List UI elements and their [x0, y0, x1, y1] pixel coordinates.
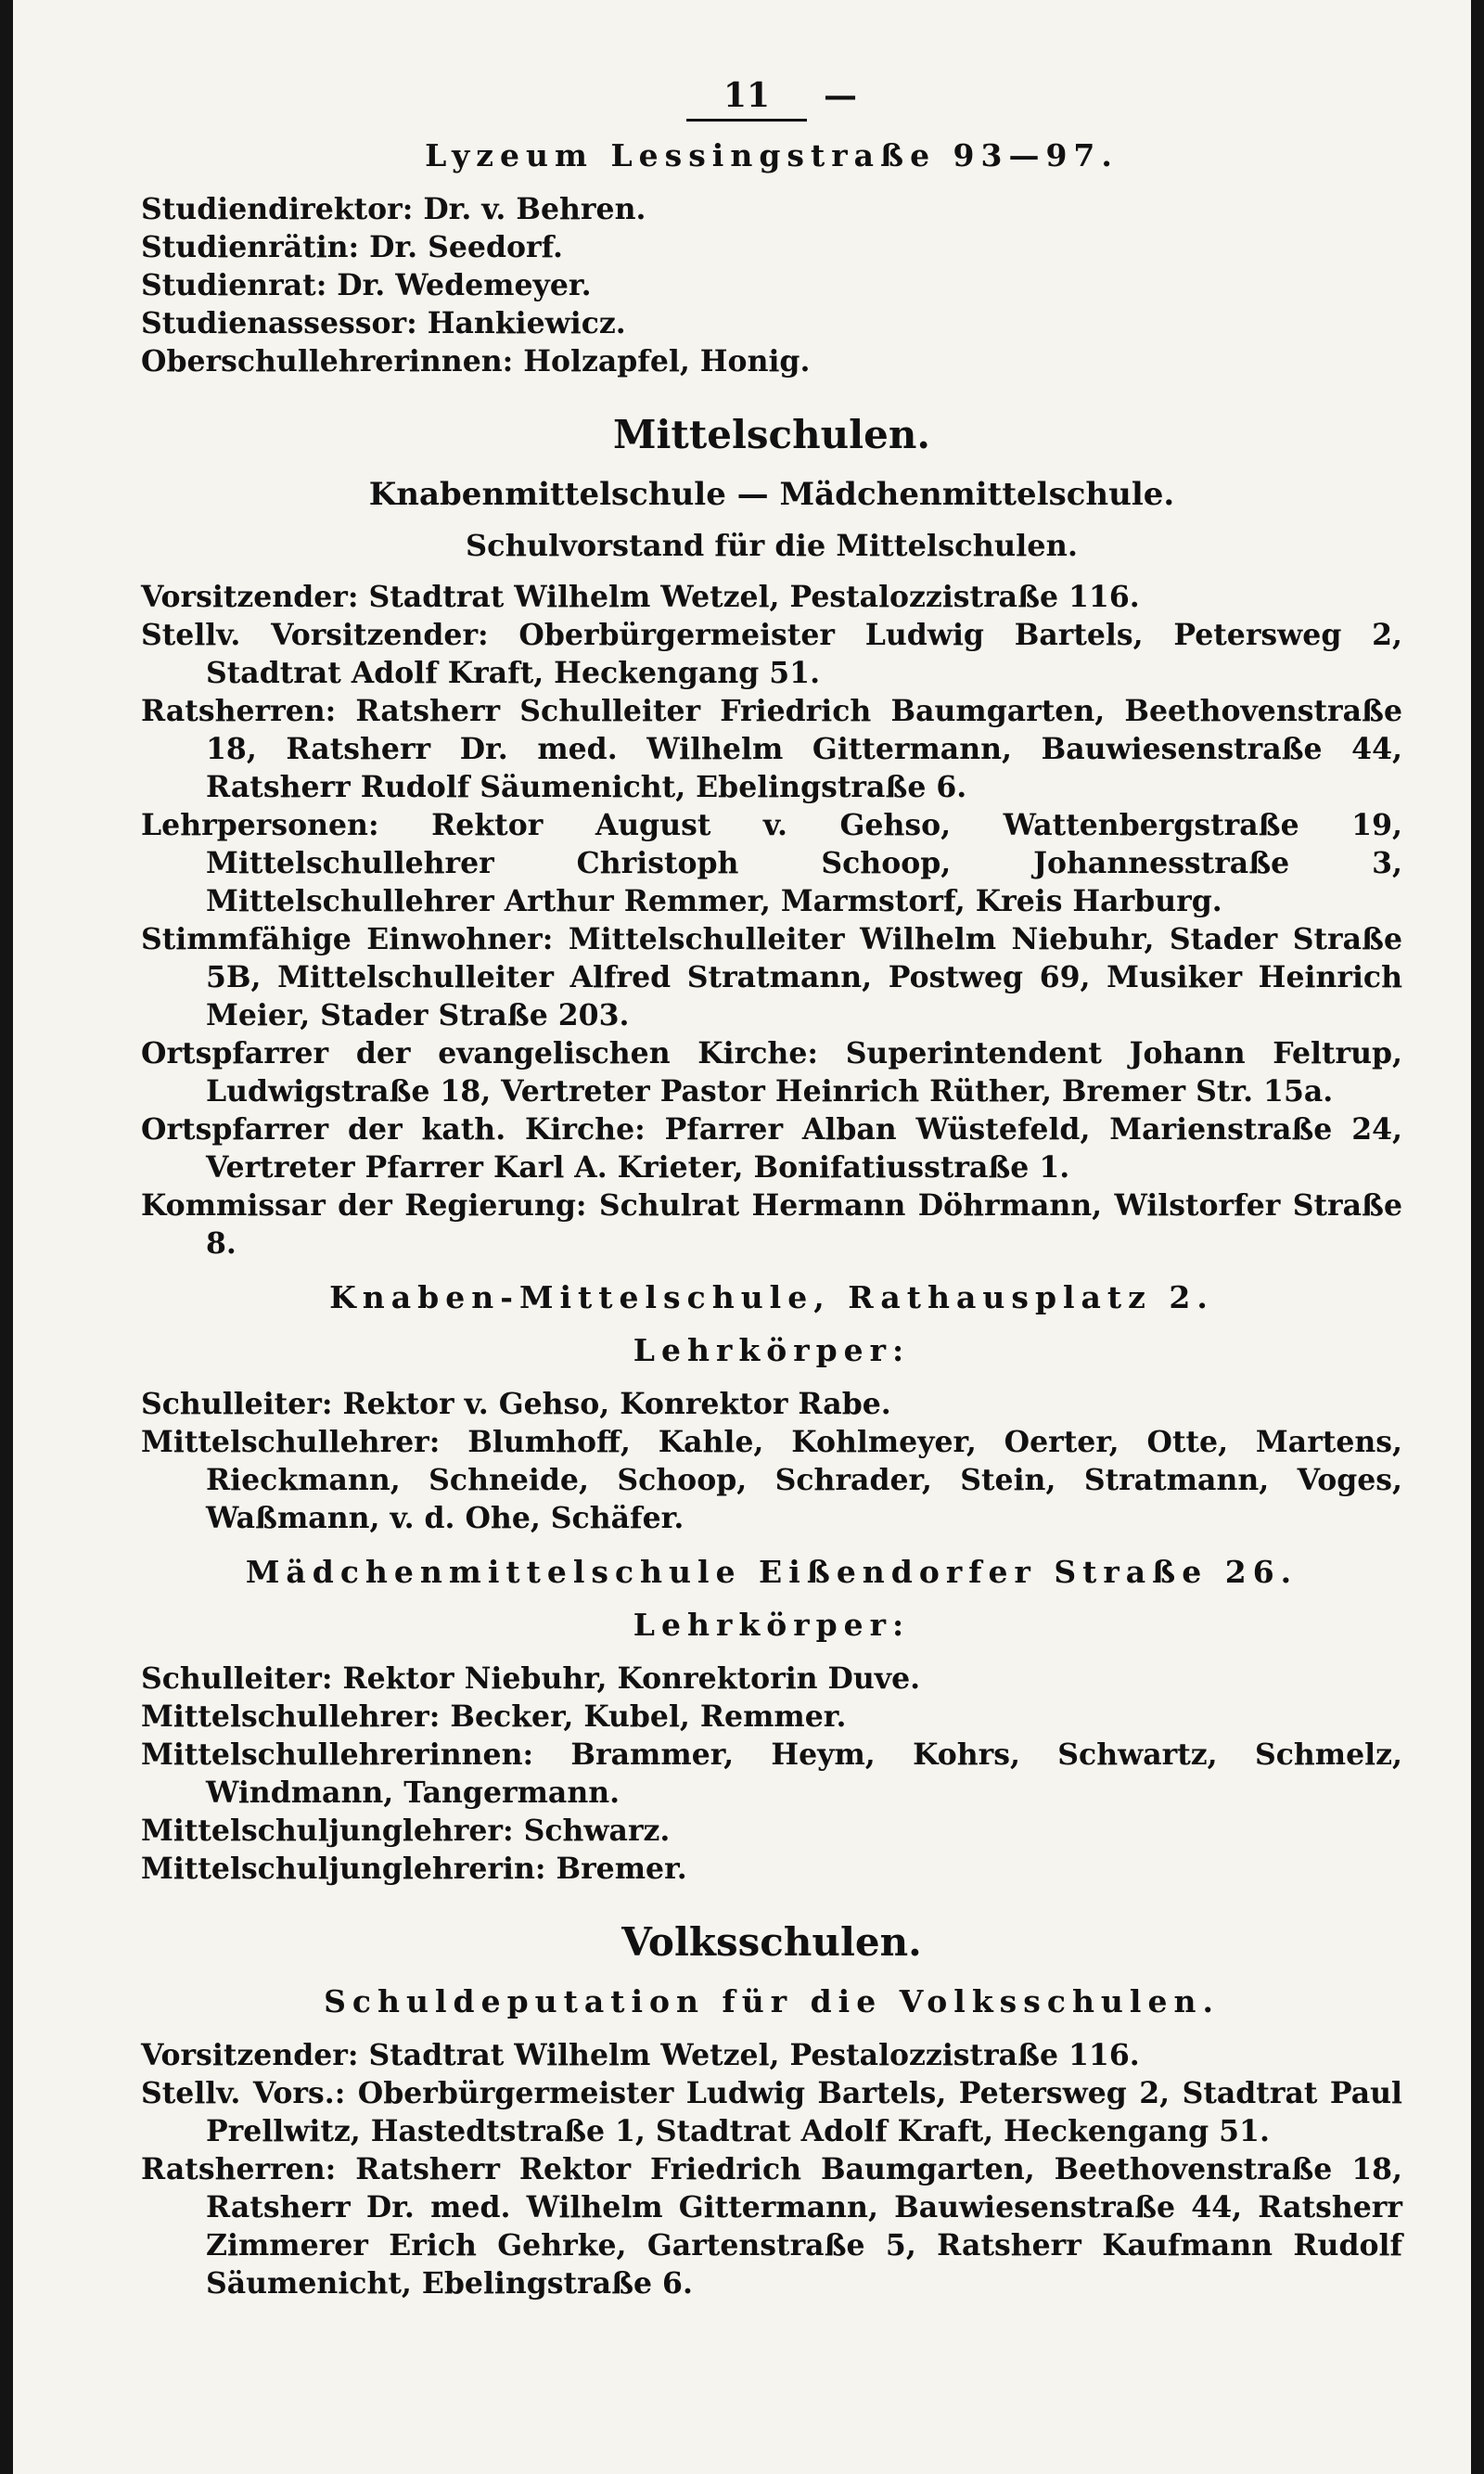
- maedchen-staff-entry: Mittelschuljunglehrerin: Bremer.: [141, 1852, 687, 1886]
- knaben-staff-list: [141, 1385, 1402, 1537]
- schulvorstand-heading: Schulvorstand für die Mittelschulen.: [465, 528, 1079, 563]
- schulvorstand-entry: Stimmfähige Einwohner: Mittelschulleiter Wilhelm Niebuhr, Stader Straße 5B, Mittelschulleiter Alfred Stratmann, Postweg 69, Musiker Heinrich Meier, Stader Straße 203.: [141, 922, 1402, 1032]
- document-page: [13, 0, 1471, 2474]
- schulvorstand-entry: Lehrpersonen: Rektor August v. Gehso, Wattenbergstraße 19, Mittelschullehrer Christoph Schoop, Johannesstraße 3, Mittelschullehrer Arthur Remmer, Marmstorf, Kreis Harburg.: [141, 808, 1402, 918]
- schuldeputation-entry: Stellv. Vors.: Oberbürgermeister Ludwig Bartels, Petersweg 2, Stadtrat Paul Prellwitz, Hastedtstraße 1, Stadtrat Adolf Kraft, Heckengang 51.: [141, 2076, 1402, 2148]
- page-content: [141, 76, 1402, 2319]
- schulvorstand-entry: Kommissar der Regierung: Schulrat Hermann Döhrmann, Wilstorfer Straße 8.: [141, 1188, 1402, 1261]
- maedchen-staff-entry: Schulleiter: Rektor Niebuhr, Konrektorin Duve.: [141, 1661, 921, 1696]
- schulvorstand-list: [141, 578, 1402, 1263]
- knaben-lehrkoerper-heading: Lehrkörper:: [633, 1332, 911, 1368]
- maedchen-mittelschule-heading: Mädchenmittelschule Eißendorfer Straße 26.: [245, 1554, 1298, 1590]
- maedchen-staff-entry: Mittelschullehrerinnen: Brammer, Heym, Kohrs, Schwartz, Schmelz, Windmann, Tangermann.: [141, 1737, 1402, 1810]
- maedchen-lehrkoerper-heading: Lehrkörper:: [633, 1607, 911, 1643]
- lyzeum-staff-line: Studienrat: Dr. Wedemeyer.: [141, 268, 592, 302]
- schulvorstand-entry: Ortspfarrer der evangelischen Kirche: Superintendent Johann Feltrup, Ludwigstraße 18, Vertreter Pastor Heinrich Rüther, Bremer Str. 15a.: [141, 1036, 1402, 1109]
- lyzeum-staff-line: Oberschullehrerinnen: Holzapfel, Honig.: [141, 344, 811, 378]
- schulvorstand-entry: Ortspfarrer der kath. Kirche: Pfarrer Alban Wüstefeld, Marienstraße 24, Vertreter Pfarrer Karl A. Krieter, Bonifatiusstraße 1.: [141, 1112, 1402, 1185]
- schuldeputation-list: [141, 2036, 1402, 2302]
- lyzeum-staff-line: Studiendirektor: Dr. v. Behren.: [141, 192, 646, 226]
- knaben-staff-entry: Mittelschullehrer: Blumhoff, Kahle, Kohlmeyer, Oerter, Otte, Martens, Rieckmann, Schneide, Schoop, Schrader, Stein, Stratmann, Voges, Waßmann, v. d. Ohe, Schäfer.: [141, 1425, 1402, 1535]
- lyzeum-staff-list: [141, 190, 1402, 380]
- lyzeum-heading: Lyzeum Lessingstraße 93—97.: [425, 137, 1119, 173]
- mittelschulen-subheading: Knabenmittelschule — Mädchenmittelschule.: [368, 476, 1175, 513]
- page-number-dash: —: [824, 76, 858, 115]
- volksschulen-heading: Volksschulen.: [621, 1919, 922, 1965]
- lyzeum-staff-line: Studienrätin: Dr. Seedorf.: [141, 230, 563, 264]
- mittelschulen-heading: Mittelschulen.: [612, 412, 931, 457]
- schuldeputation-entry: Ratsherren: Ratsherr Rektor Friedrich Baumgarten, Beethovenstraße 18, Ratsherr Dr. med. Wilhelm Gittermann, Bauwiesenstraße 44, Ratsherr Zimmerer Erich Gehrke, Gartenstraße 5, Ratsherr Kaufmann Rudolf Säumenicht, Ebelingstraße 6.: [141, 2152, 1402, 2301]
- page-number-line: [141, 76, 1402, 119]
- lyzeum-staff-line: Studienassessor: Hankiewicz.: [141, 306, 626, 340]
- knaben-staff-entry: Schulleiter: Rektor v. Gehso, Konrektor Rabe.: [141, 1387, 891, 1421]
- page-number: 11: [686, 76, 807, 122]
- knaben-mittelschule-heading: Knaben-Mittelschule, Rathausplatz 2.: [329, 1279, 1214, 1315]
- maedchen-staff-list: [141, 1660, 1402, 1888]
- schulvorstand-entry: Ratsherren: Ratsherr Schulleiter Friedrich Baumgarten, Beethovenstraße 18, Ratsherr Dr. med. Wilhelm Gittermann, Bauwiesenstraße 44, Ratsherr Rudolf Säumenicht, Ebelingstraße 6.: [141, 694, 1402, 804]
- schuldeputation-heading: Schuldeputation für die Volksschulen.: [324, 1983, 1220, 2019]
- maedchen-staff-entry: Mittelschullehrer: Becker, Kubel, Remmer.: [141, 1699, 847, 1734]
- schulvorstand-entry: Stellv. Vorsitzender: Oberbürgermeister Ludwig Bartels, Petersweg 2, Stadtrat Adolf Kraft, Heckengang 51.: [141, 618, 1402, 690]
- schulvorstand-entry: Vorsitzender: Stadtrat Wilhelm Wetzel, Pestalozzistraße 116.: [141, 580, 1140, 614]
- maedchen-staff-entry: Mittelschuljunglehrer: Schwarz.: [141, 1814, 671, 1848]
- schuldeputation-entry: Vorsitzender: Stadtrat Wilhelm Wetzel, Pestalozzistraße 116.: [141, 2038, 1140, 2072]
